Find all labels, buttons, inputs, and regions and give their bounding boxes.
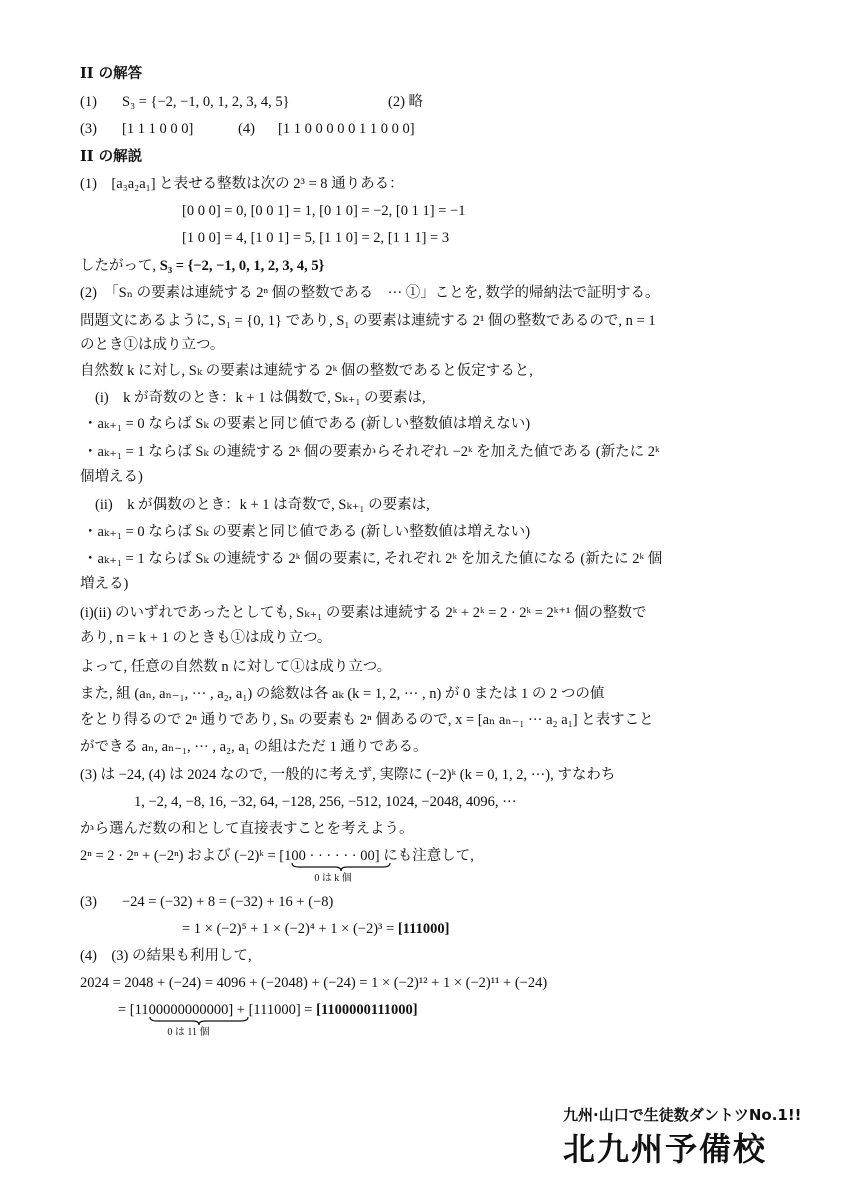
uniqueness-line-3: ができる aₙ, aₙ₋₁, ··· , a₂, a₁ の組はただ 1 通りである。 xyxy=(80,739,428,755)
s3-line-2 xyxy=(182,919,449,939)
s4-heading: (4) (3) の結果も利用して, xyxy=(80,948,252,964)
p3-choose: から選んだ数の和として直接表すことを考えよう。 xyxy=(80,821,414,837)
p1-intro: (1) [a₃a₂a₁] と表せる整数は次の 2³ = 8 通りある： xyxy=(80,176,404,192)
explanation-heading: II の解説 xyxy=(80,148,143,165)
underbrace-icon xyxy=(149,1017,249,1025)
answer-3-value: [1 1 1 0 0 0] xyxy=(122,121,194,137)
answer-3-label: (3) xyxy=(80,121,97,137)
p1-row-2: [1 0 0] = 4, [1 0 1] = 5, [1 1 0] = 2, [1 1 1] = 3 xyxy=(182,230,450,246)
p1-conclusion xyxy=(80,256,324,276)
logo-name: 北九州予備校 xyxy=(563,1130,768,1168)
p2-line-3: のとき①は成り立つ。 xyxy=(80,337,225,353)
answer-2: (2) 略 xyxy=(388,94,424,110)
note-brace-group xyxy=(291,846,375,884)
s3-line-2-expr: = 1 × (−2)⁵ + 1 × (−2)⁴ + 1 × (−2)³ = xyxy=(182,921,398,937)
uniqueness-line-2: をとり得るので 2ⁿ 通りであり, Sₙ の要素も 2ⁿ 個あるので, x = [aₙ aₙ₋₁ ··· a₂ a₁] と表すこと xyxy=(80,712,654,728)
answers-heading: II の解答 xyxy=(80,65,143,82)
logo-tagline: 九州·山口で生徒数ダントツNo.1!! xyxy=(563,1106,802,1124)
p2-line-1: (2) 「Sₙ の要素は連続する 2ⁿ 個の整数である ··· ①」ことを, 数学的帰納法で証明する。 xyxy=(80,285,660,301)
s4-line-2-prefix: = [11 xyxy=(118,1002,149,1018)
s3-label: (3) xyxy=(80,894,97,910)
note-brace-digits: 00 · · · · · · 00 xyxy=(291,848,375,864)
p2-line-4: 自然数 k に対し, Sₖ の要素は連続する 2ᵏ 個の整数であると仮定すると, xyxy=(80,363,533,379)
s4-brace-digits: 00000000000 xyxy=(148,1002,229,1018)
s4-line-2 xyxy=(118,1000,418,1038)
case-1-bullet-2a: ・aₖ₊₁ = 1 ならば Sₖ の連続する 2ᵏ 個の要素からそれぞれ −2ᵏ を加えた値である (新たに 2ᵏ xyxy=(83,444,660,460)
p3-intro: (3) は −24, (4) は 2024 なので, 一般的に考えず, 実際に (−2)ᵏ (k = 0, 1, 2, ···), すなわち xyxy=(80,767,616,783)
answer-4-label: (4) xyxy=(238,121,255,137)
note-brace-label: 0 は k 個 xyxy=(314,873,352,884)
underbrace-icon xyxy=(291,863,391,871)
note-suffix: ] にも注意して, xyxy=(374,848,474,864)
case-1-bullet-1: ・aₖ₊₁ = 0 ならば Sₖ の要素と同じ値である (新しい整数値は増えない) xyxy=(83,416,531,432)
s4-brace-label: 0 は 11 個 xyxy=(167,1027,210,1038)
answer-1-value: S₃ = {−2, −1, 0, 1, 2, 3, 4, 5} xyxy=(122,94,290,110)
case-1-bullet-2b: 個増える) xyxy=(80,469,143,485)
p1-conclusion-prefix: したがって, xyxy=(80,258,160,274)
s3-line-1: −24 = (−32) + 8 = (−32) + 16 + (−8) xyxy=(122,894,334,910)
case-2-bullet-2a: ・aₖ₊₁ = 1 ならば Sₖ の連続する 2ᵏ 個の要素に, それぞれ 2ᵏ を加えた値になる (新たに 2ᵏ 個 xyxy=(83,551,663,567)
induction-conclusion: よって, 任意の自然数 n に対して①は成り立つ。 xyxy=(80,659,392,675)
p1-conclusion-result: S₃ = {−2, −1, 0, 1, 2, 3, 4, 5} xyxy=(159,258,325,274)
s4-line-2-mid: ] + [111000] = xyxy=(228,1002,317,1018)
case-2-bullet-2b: 増える) xyxy=(80,576,129,592)
case-2-heading: (ii) k が偶数のとき：k + 1 は奇数で, Sₖ₊₁ の要素は, xyxy=(95,497,430,513)
note-prefix: 2ⁿ = 2 · 2ⁿ + (−2ⁿ) および (−2)ᵏ = [1 xyxy=(80,848,292,864)
answer-1-label: (1) xyxy=(80,94,97,110)
s4-brace-group xyxy=(148,1000,229,1038)
answer-4-value: [1 1 0 0 0 0 0 1 1 0 0 0] xyxy=(278,121,415,137)
s3-result: [111000] xyxy=(397,921,450,937)
uniqueness-line-1: また, 組 (aₙ, aₙ₋₁, ··· , a₂, a₁) の総数は各 aₖ (k = 1, 2, ··· , n) が 0 または 1 の 2 つの値 xyxy=(80,686,605,702)
p1-row-1: [0 0 0] = 0, [0 0 1] = 1, [0 1 0] = −2, [0 1 1] = −1 xyxy=(182,203,466,219)
p3-sequence: 1, −2, 4, −8, 16, −32, 64, −128, 256, −512, 1024, −2048, 4096, ··· xyxy=(134,794,517,810)
merge-line-1: (i)(ii) のいずれであったとしても, Sₖ₊₁ の要素は連続する 2ᵏ + 2ᵏ = 2 · 2ᵏ = 2ᵏ⁺¹ 個の整数で xyxy=(80,605,647,621)
note-line xyxy=(80,846,474,884)
merge-line-2: あり, n = k + 1 のときも①は成り立つ。 xyxy=(80,630,332,646)
p2-line-2: 問題文にあるように, S₁ = {0, 1} であり, S₁ の要素は連続する 2¹ 個の整数であるので, n = 1 xyxy=(80,313,656,329)
s4-line-1: 2024 = 2048 + (−24) = 4096 + (−2048) + (−24) = 1 × (−2)¹² + 1 × (−2)¹¹ + (−24) xyxy=(80,975,548,991)
case-2-bullet-1: ・aₖ₊₁ = 0 ならば Sₖ の要素と同じ値である (新しい整数値は増えない) xyxy=(83,524,531,540)
s4-result: [1100000111000] xyxy=(316,1002,418,1018)
case-1-heading: (i) k が奇数のとき：k + 1 は偶数で, Sₖ₊₁ の要素は, xyxy=(95,390,426,406)
